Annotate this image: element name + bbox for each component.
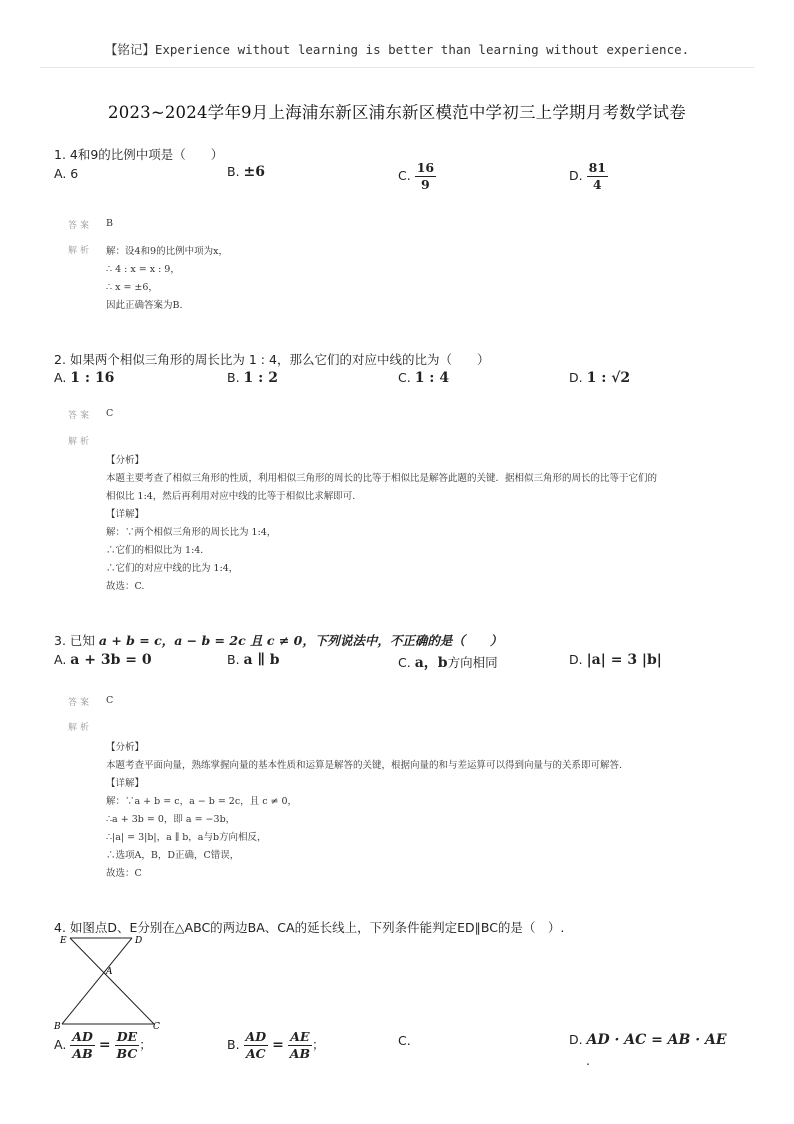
q3-analysis-line: 【分析】 xyxy=(106,742,145,753)
q3-analysis-line: 本题考查平面向量，熟练掌握向量的基本性质和运算是解答的关键，根据向量的和与差运算可以得到向量与的关系即可解答. xyxy=(106,760,623,771)
q2-analysis-line: ∴它们的对应中线的比为 1:4， xyxy=(106,563,239,574)
q4-a-fraction-right: $\frac{DE}{BC}$ xyxy=(116,1029,138,1061)
q1-option-b: B. ±6 xyxy=(227,164,266,180)
q2-analysis-line: 解：∵两个相似三角形的周长比为 1:4， xyxy=(106,527,277,538)
q2-analysis-label: 解析 xyxy=(68,437,93,447)
q1-c-fraction: $\frac{16}{9}$ xyxy=(416,160,435,192)
q1-answer: B xyxy=(106,218,113,229)
q3-answer-label: 答案 xyxy=(68,698,93,708)
segment-DB xyxy=(62,938,132,1024)
q2-option-c: C. 1 : 4 xyxy=(398,370,450,386)
q3-stem: 3. 已知 a + b = c，a − b = 2c 且 c ≠ 0，下列说法中，不正确的是（ ） xyxy=(54,633,503,648)
q1-option-c: C. $\frac{16}{9}$ xyxy=(398,160,435,192)
q4-option-d: D. AD · AC = AB · AE xyxy=(569,1032,727,1048)
q2-stem: 2. 如果两个相似三角形的周长比为 1 : 4，那么它们的对应中线的比为（ ） xyxy=(54,352,490,367)
q2-option-a: A. 1 : 16 xyxy=(54,370,115,386)
segment-EC xyxy=(70,938,154,1024)
q3-analysis-line: ∴a + 3b = 0，即 a = −3b， xyxy=(106,814,236,825)
motto-banner: 【铭记】Experience without learning is better than learning without experience. xyxy=(104,42,690,57)
q3-analysis-line: 解：∵a + b = c，a − b = 2c，且 c ≠ 0， xyxy=(106,796,298,807)
q3-answer: C xyxy=(106,695,114,706)
q3-option-a: A. a + 3b = 0 xyxy=(54,652,152,668)
label-A: A xyxy=(106,967,113,977)
q4-option-a: A. $\frac{AD}{AB}$ = $\frac{DE}{BC}$ ； xyxy=(54,1029,152,1061)
q3-option-c: C. a，b方向相同 xyxy=(398,655,498,671)
q2-analysis-line: 故选：C. xyxy=(106,581,145,592)
q1-option-d: D. $\frac{81}{4}$ xyxy=(569,160,606,192)
q4-a-fraction-left: $\frac{AD}{AB}$ xyxy=(72,1029,93,1061)
q2-answer: C xyxy=(106,408,114,419)
q4-triangle-figure xyxy=(52,933,172,1033)
q3-analysis-line: 【详解】 xyxy=(106,778,145,789)
q3-analysis-label: 解析 xyxy=(68,723,93,733)
q1-analysis-label: 解析 xyxy=(68,246,93,256)
q2-analysis-line: 相似比 1:4，然后再利用对应中线的比等于相似比求解即可. xyxy=(106,491,356,502)
header-divider xyxy=(40,67,754,68)
q2-analysis-line: 【详解】 xyxy=(106,509,145,520)
q2-answer-label: 答案 xyxy=(68,411,93,421)
label-D: D xyxy=(135,936,143,946)
q1-answer-label: 答案 xyxy=(68,221,93,231)
label-B: B xyxy=(54,1022,61,1032)
q2-analysis-line: 本题主要考查了相似三角形的性质，利用相似三角形的周长的比等于相似比是解答此题的关键．据相似三角形的周长的比等于它们的 xyxy=(106,473,658,484)
q1-analysis-line: 因此正确答案为B. xyxy=(106,300,183,311)
q2-analysis-line: ∴它们的相似比为 1:4． xyxy=(106,545,210,556)
q3-analysis-line: ∴选项A，B，D正确，C错误， xyxy=(106,850,240,861)
q1-stem: 1. 4和9的比例中项是（ ） xyxy=(54,147,224,162)
q4-b-fraction-left: $\frac{AD}{AC}$ xyxy=(245,1029,267,1061)
q4-option-d-period: . xyxy=(586,1053,590,1068)
label-C: C xyxy=(153,1022,160,1032)
q2-analysis-line: 【分析】 xyxy=(106,455,145,466)
q3-option-d: D. |a| = 3 |b| xyxy=(569,652,662,668)
q1-analysis-line: ∴ x = ±6， xyxy=(106,282,158,293)
q1-d-fraction: $\frac{81}{4}$ xyxy=(588,160,606,192)
q2-option-b: B. 1 : 2 xyxy=(227,370,278,386)
q3-analysis-line: 故选：C xyxy=(106,868,142,879)
q4-option-c: C. xyxy=(398,1033,411,1048)
q1-analysis-line: ∴ 4 : x = x : 9， xyxy=(106,264,180,275)
page-title: 2023~2024学年9月上海浦东新区浦东新区模范中学初三上学期月考数学试卷 xyxy=(108,103,686,122)
q1-analysis-line: 解：设4和9的比例中项为x， xyxy=(106,246,228,257)
q4-option-b: B. $\frac{AD}{AC}$ = $\frac{AE}{AB}$ ； xyxy=(227,1029,325,1061)
q3-option-b: B. a ∥ b xyxy=(227,652,280,668)
label-E: E xyxy=(60,936,67,946)
q3-analysis-line: ∴|a| = 3|b|，a ∥ b，a与b方向相反， xyxy=(106,832,267,843)
q4-stem: 4. 如图点D、E分别在△ABC的两边BA、CA的延长线上，下列条件能判定ED∥BC的是（ ）. xyxy=(54,920,565,935)
q4-b-fraction-right: $\frac{AE}{AB}$ xyxy=(289,1029,311,1061)
q2-option-d: D. 1 : √2 xyxy=(569,370,631,386)
q1-option-a: A. 6 xyxy=(54,166,79,181)
